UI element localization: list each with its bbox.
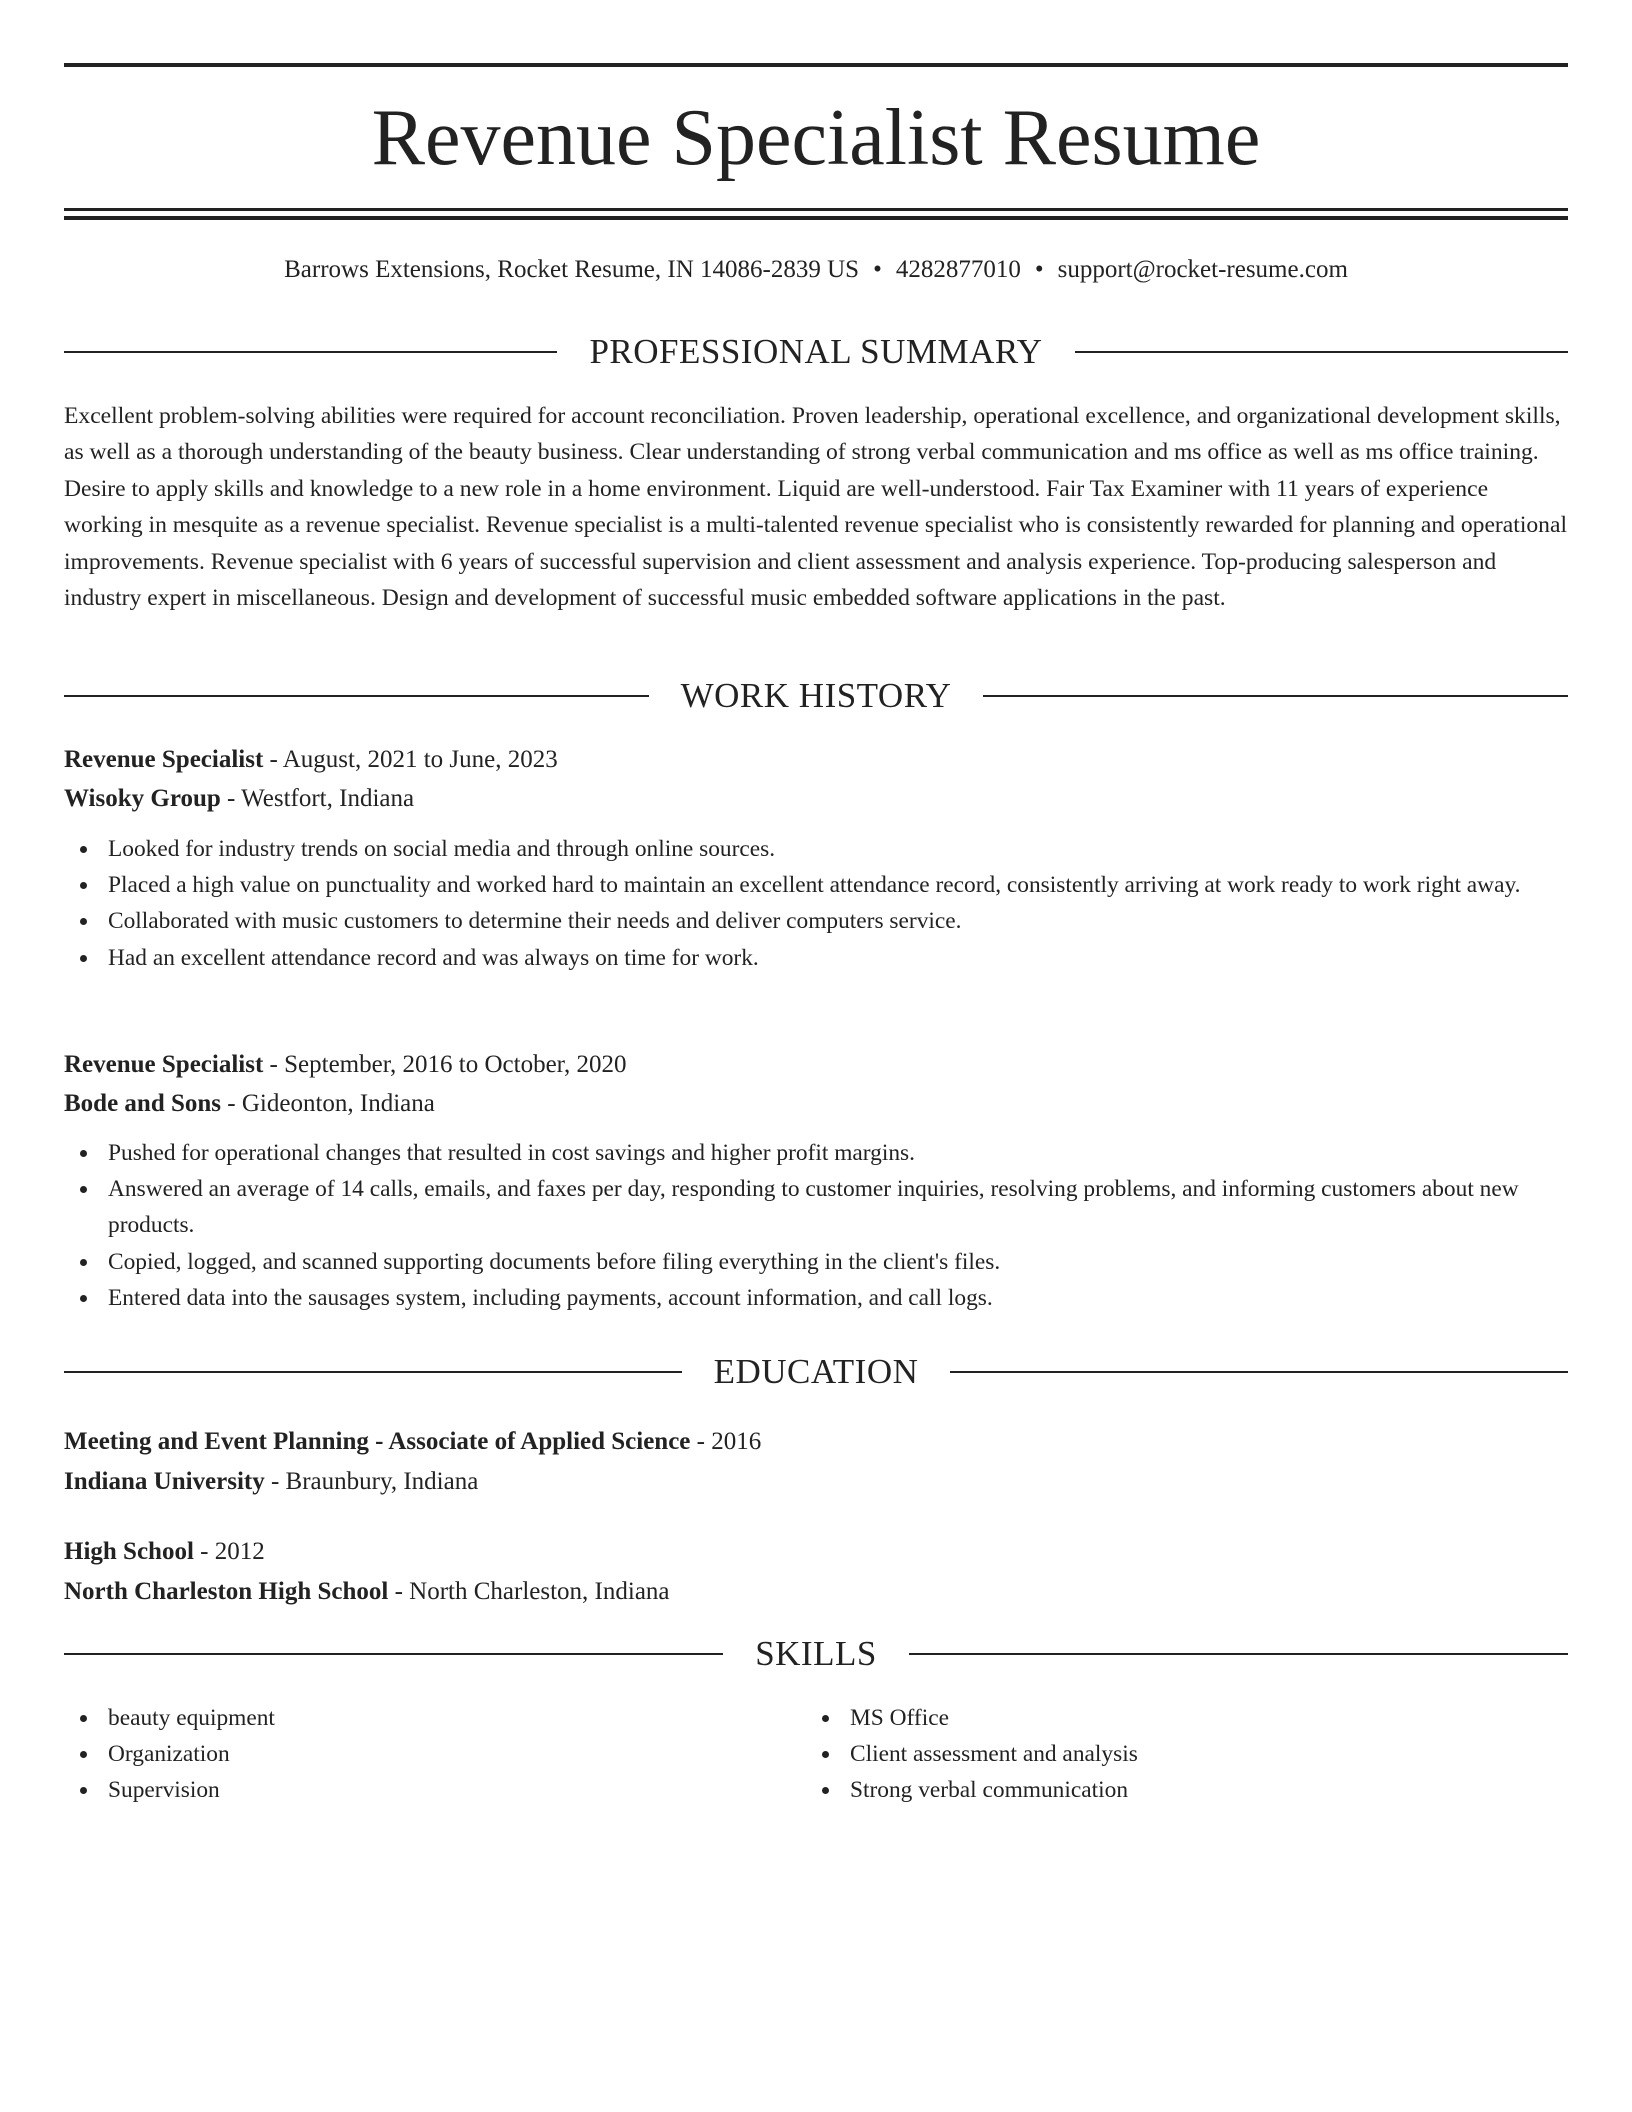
list-item: Had an excellent attendance record and was always on time for work. bbox=[64, 940, 1568, 976]
header-top-rule bbox=[64, 63, 1568, 67]
heading-rule-left bbox=[64, 1653, 723, 1655]
education-entry bbox=[64, 1422, 1568, 1502]
skill-item: Supervision bbox=[64, 1772, 764, 1808]
heading-rule-left bbox=[64, 1371, 682, 1373]
skills-list bbox=[806, 1700, 1506, 1809]
summary-section-heading bbox=[64, 330, 1568, 374]
heading-rule-left bbox=[64, 351, 557, 353]
skill-item: Client assessment and analysis bbox=[806, 1736, 1506, 1772]
heading-rule-right bbox=[909, 1653, 1568, 1655]
job-bullets bbox=[64, 1135, 1568, 1316]
skill-item: beauty equipment bbox=[64, 1700, 764, 1736]
resume-title: Revenue Specialist Resume bbox=[371, 94, 1261, 182]
education-degree-line bbox=[64, 1422, 1568, 1462]
education-school: Indiana University bbox=[64, 1468, 265, 1495]
list-item: Looked for industry trends on social media and through online sources. bbox=[64, 831, 1568, 867]
contact-separator: • bbox=[873, 256, 882, 283]
education-degree: High School bbox=[64, 1538, 194, 1565]
job-dates: - August, 2021 to June, 2023 bbox=[263, 746, 558, 773]
contact-phone: 4282877010 bbox=[895, 256, 1021, 283]
list-item: Entered data into the sausages system, including payments, account information, and call logs. bbox=[64, 1280, 1568, 1316]
job-title: Revenue Specialist bbox=[64, 1051, 264, 1078]
contact-address: Barrows Extensions, Rocket Resume, IN 14086-2839 US bbox=[284, 256, 860, 283]
work-heading-title: WORK HISTORY bbox=[680, 676, 952, 715]
job-company-line bbox=[64, 1084, 1568, 1123]
header-double-rule-lower bbox=[64, 216, 1568, 220]
education-location: - North Charleston, Indiana bbox=[388, 1578, 670, 1605]
job-title: Revenue Specialist bbox=[64, 746, 264, 773]
skill-item: MS Office bbox=[806, 1700, 1506, 1736]
education-degree: Meeting and Event Planning - Associate of Applied Science bbox=[64, 1428, 691, 1455]
list-item: Copied, logged, and scanned supporting documents before filing everything in the client's files. bbox=[64, 1244, 1568, 1280]
education-school-line bbox=[64, 1462, 1568, 1502]
skills-column-left bbox=[64, 1700, 764, 1809]
skills-section-heading bbox=[64, 1632, 1568, 1676]
job-entry bbox=[64, 740, 1568, 976]
job-title-line bbox=[64, 740, 1568, 779]
list-item: Collaborated with music customers to determine their needs and deliver computers service. bbox=[64, 903, 1568, 939]
education-location: - Braunbury, Indiana bbox=[264, 1468, 479, 1495]
job-bullets bbox=[64, 831, 1568, 976]
education-section-heading bbox=[64, 1350, 1568, 1394]
list-item: Placed a high value on punctuality and worked hard to maintain an excellent attendance record, consistently arriving at work ready to work right away. bbox=[64, 867, 1568, 903]
job-location: - Gideonton, Indiana bbox=[221, 1090, 435, 1117]
heading-rule-right bbox=[950, 1371, 1568, 1373]
job-company: Bode and Sons bbox=[64, 1090, 222, 1117]
job-company: Wisoky Group bbox=[64, 785, 221, 812]
job-title-line bbox=[64, 1045, 1568, 1084]
heading-rule-right bbox=[983, 695, 1568, 697]
job-entry bbox=[64, 1045, 1568, 1316]
header-double-rule-upper bbox=[64, 208, 1568, 211]
skill-item: Organization bbox=[64, 1736, 764, 1772]
education-school-line bbox=[64, 1572, 1568, 1612]
list-item: Answered an average of 14 calls, emails, and faxes per day, responding to customer inquiries, resolving problems, and informing customers about new products. bbox=[64, 1171, 1568, 1243]
summary-heading-title: PROFESSIONAL SUMMARY bbox=[589, 332, 1043, 371]
job-location: - Westfort, Indiana bbox=[220, 785, 415, 812]
education-year: - 2016 bbox=[690, 1428, 762, 1455]
job-dates: - September, 2016 to October, 2020 bbox=[263, 1051, 627, 1078]
education-school: North Charleston High School bbox=[64, 1578, 389, 1605]
summary-text: Excellent problem-solving abilities were required for account reconciliation. Proven leadership, operational excellence, and organizational development skills, as well as a thorough understanding of the beauty business. Clear understanding of strong verbal communication and ms office as well as ms office training. Desire to apply skills and knowledge to a new role in a home environment. Liquid are well-understood. Fair Tax Examiner with 11 years of experience working in mesquite as a revenue specialist. Revenue specialist is a multi-talented revenue specialist who is consistently rewarded for planning and operational improvements. Revenue specialist with 6 years of successful supervision and client assessment and analysis experience. Top-producing salesperson and industry expert in miscellaneous. Design and development of successful music embedded software applications in the past. bbox=[64, 403, 1567, 612]
skill-item: Strong verbal communication bbox=[806, 1772, 1506, 1808]
heading-rule-left bbox=[64, 695, 649, 697]
job-company-line bbox=[64, 779, 1568, 818]
list-item: Pushed for operational changes that resulted in cost savings and higher profit margins. bbox=[64, 1135, 1568, 1171]
contact-line bbox=[64, 252, 1568, 288]
education-year: - 2012 bbox=[193, 1538, 265, 1565]
skills-list bbox=[64, 1700, 764, 1809]
education-heading-title: EDUCATION bbox=[713, 1352, 919, 1391]
work-section-heading bbox=[64, 674, 1568, 718]
skills-column-right bbox=[806, 1700, 1506, 1809]
education-degree-line bbox=[64, 1532, 1568, 1572]
education-entry bbox=[64, 1532, 1568, 1612]
contact-email: support@rocket-resume.com bbox=[1057, 256, 1348, 283]
skills-heading-title: SKILLS bbox=[755, 1634, 877, 1673]
contact-separator: • bbox=[1034, 256, 1044, 283]
heading-rule-right bbox=[1075, 351, 1568, 353]
